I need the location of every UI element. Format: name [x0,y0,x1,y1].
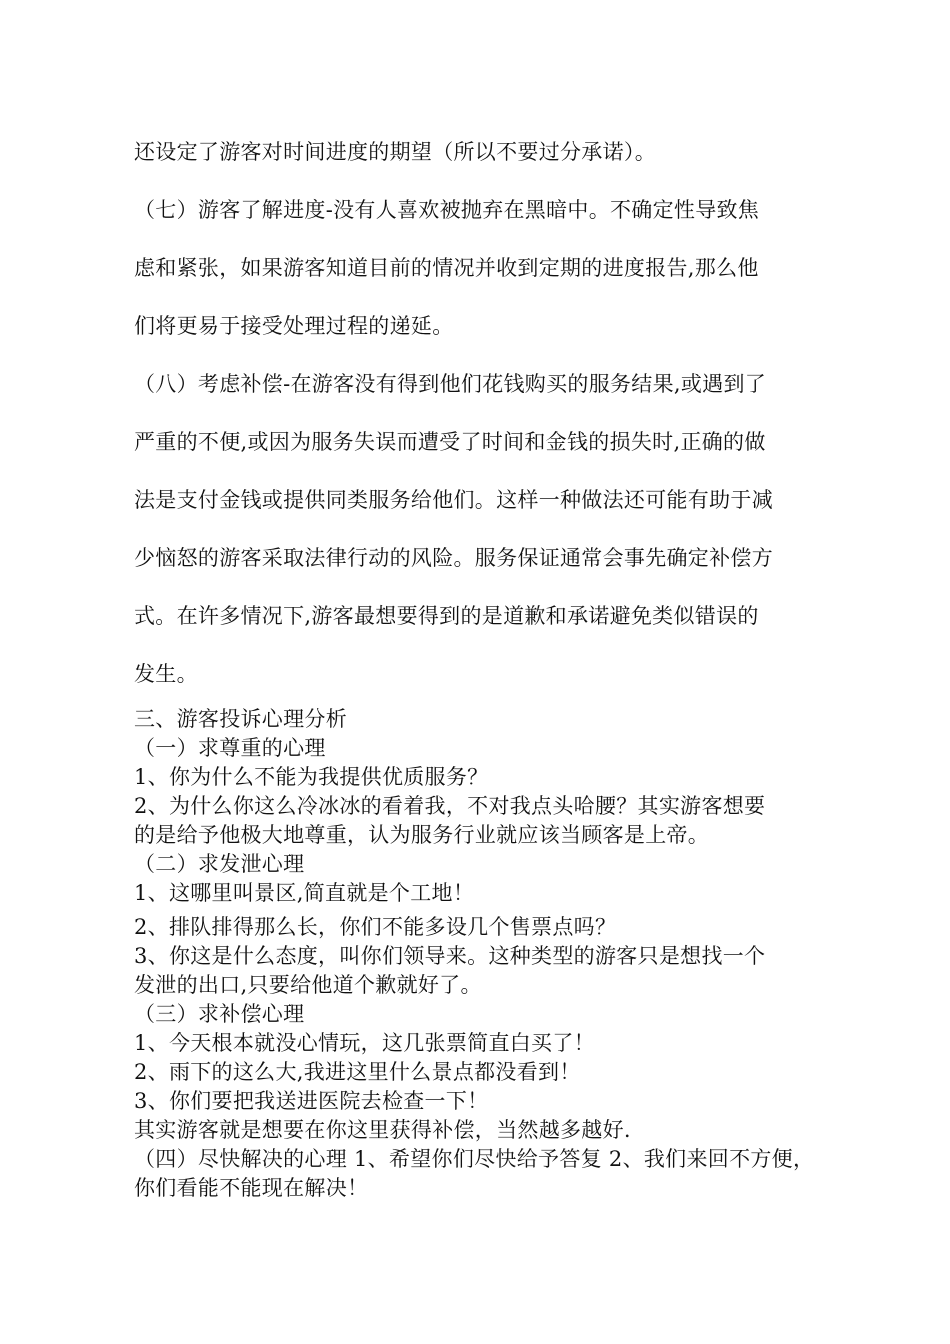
list-item: 3、你这是什么态度，叫你们领导来。这种类型的游客只是想找一个 [134,944,766,968]
subheading: （四）尽快解决的心理 1、希望你们尽快给予答复 2、我们来回不方便， [134,1147,815,1171]
list-item: 1、这哪里叫景区,简直就是个工地！ [134,881,475,905]
list-item: 其实游客就是想要在你这里获得补偿，当然越多越好. [134,1118,631,1142]
subheading: （三）求补偿心理 [134,1002,305,1026]
paragraph-line: 法是支付金钱或提供同类服务给他们。这样一种做法还可能有助于减 [134,488,773,512]
paragraph-line: 式。在许多情况下,游客最想要得到的是道歉和承诺避免类似错误的 [134,604,759,628]
list-item: 2、雨下的这么大,我进这里什么景点都没看到！ [134,1060,581,1084]
paragraph-line: 发生。 [134,662,198,686]
list-item: 3、你们要把我送进医院去检查一下！ [134,1089,489,1113]
paragraph-line: 虑和紧张，如果游客知道目前的情况并收到定期的进度报告,那么他 [134,256,759,280]
list-item: 你们看能不能现在解决！ [134,1176,369,1200]
list-item: 1、你为什么不能为我提供优质服务？ [134,765,489,789]
paragraph-line: 们将更易于接受处理过程的递延。 [134,314,454,338]
list-item: 2、排队排得那么长，你们不能多设几个售票点吗？ [134,915,617,939]
list-item: 发泄的出口,只要给他道个歉就好了。 [134,973,482,997]
subheading: （一）求尊重的心理 [134,736,326,760]
paragraph-line: 严重的不便,或因为服务失误而遭受了时间和金钱的损失时,正确的做 [134,430,766,454]
paragraph-line: （八）考虑补偿-在游客没有得到他们花钱购买的服务结果,或遇到了 [134,372,767,396]
list-item: 2、为什么你这么冷冰冰的看着我，不对我点头哈腰？其实游客想要 [134,794,766,818]
list-item: 的是给予他极大地尊重，认为服务行业就应该当顾客是上帝。 [134,823,710,847]
section-heading: 三、游客投诉心理分析 [134,707,347,731]
subheading: （二）求发泄心理 [134,852,305,876]
paragraph-line: 少恼怒的游客采取法律行动的风险。服务保证通常会事先确定补偿方 [134,546,773,570]
paragraph-line: （七）游客了解进度-没有人喜欢被抛弃在黑暗中。不确定性导致焦 [134,198,760,222]
list-item: 1、今天根本就没心情玩，这几张票简直白买了！ [134,1031,595,1055]
paragraph-line: 还设定了游客对时间进度的期望（所以不要过分承诺）。 [134,140,656,164]
